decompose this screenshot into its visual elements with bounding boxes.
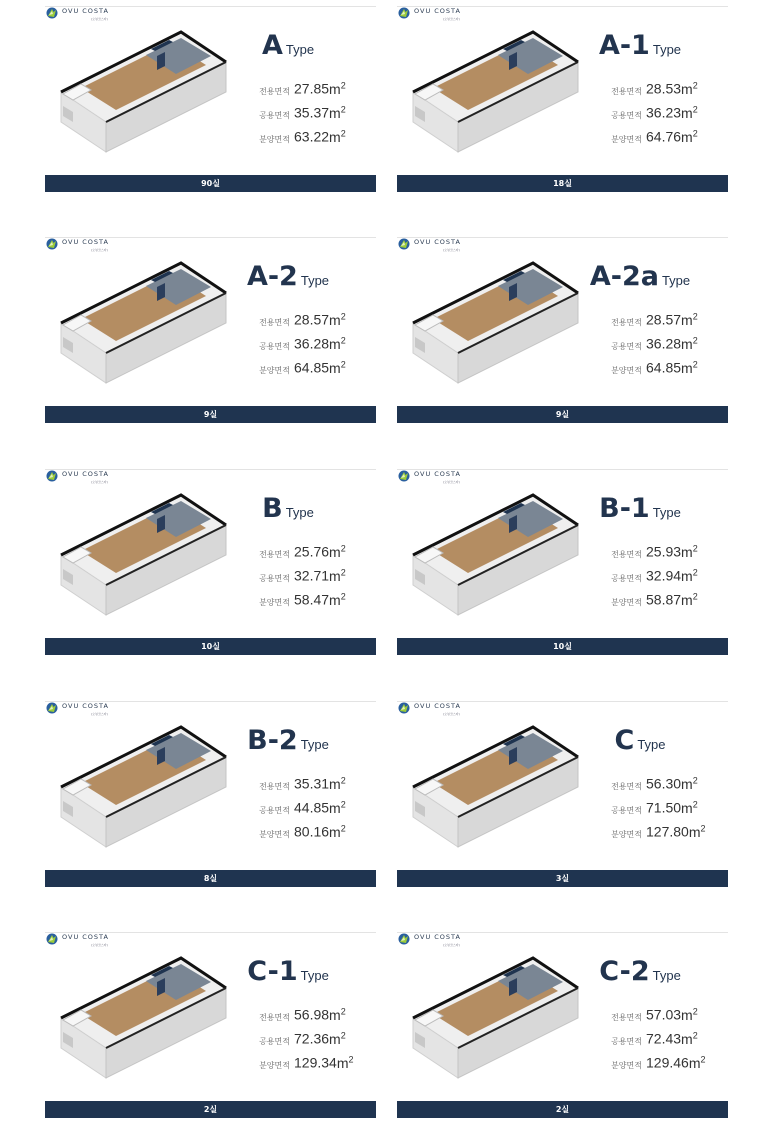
area-unit: $m^2$ (336, 1054, 354, 1071)
unit-type-card (45, 231, 376, 451)
area-unit: $m^2$ (681, 128, 698, 145)
unit-type-title (223, 30, 353, 61)
type-name: B-1 (599, 493, 650, 524)
brand-logo (398, 235, 468, 255)
exclusive-area-row (602, 80, 727, 100)
logo-subtext: (오뷰코스타) (443, 480, 460, 484)
brand-logo (398, 4, 468, 24)
unit-type-card (397, 463, 728, 683)
area-unit: $m^2$ (329, 1030, 346, 1047)
unit-count-bar: 18실 (397, 175, 728, 192)
type-suffix: Type (652, 968, 681, 983)
type-suffix: Type (285, 505, 314, 520)
logo-text: OVU COSTA (414, 238, 461, 246)
common-area-row (250, 335, 375, 355)
sale-area-row (250, 1054, 375, 1074)
type-suffix: Type (300, 273, 330, 288)
exclusive-area-row (602, 311, 727, 331)
isometric-floor-plan-image (403, 253, 583, 388)
common-area-label: 공용면적 (259, 111, 290, 120)
logo-icon (46, 470, 58, 482)
exclusive-area-value (646, 543, 698, 560)
sale-area-number: 58.87 (646, 591, 682, 608)
logo-text: OVU COSTA (414, 933, 461, 941)
sale-area-row (602, 128, 727, 148)
unit-type-title (575, 30, 705, 61)
sale-area-value (294, 823, 346, 840)
brand-logo (398, 467, 468, 487)
area-unit: $m^2$ (329, 543, 346, 560)
area-unit: $m^2$ (681, 567, 698, 584)
common-area-number: 72.43 (646, 1030, 682, 1047)
common-area-value (646, 1030, 698, 1047)
unit-type-card (397, 0, 728, 220)
exclusive-area-number: 28.57 (294, 311, 330, 328)
type-name: B (262, 493, 283, 524)
sale-area-label: 분양면적 (259, 366, 290, 375)
area-unit: $m^2$ (681, 775, 698, 792)
exclusive-area-value (646, 80, 698, 97)
type-suffix: Type (300, 968, 329, 983)
exclusive-area-number: 56.30 (646, 775, 682, 792)
exclusive-area-label: 전용면적 (611, 782, 642, 791)
common-area-label: 공용면적 (259, 342, 290, 351)
exclusive-area-value (646, 1006, 698, 1023)
type-name: A-2a (589, 261, 659, 292)
unit-type-card (397, 695, 728, 915)
sale-area-label: 분양면적 (611, 598, 642, 607)
unit-count-bar: 2실 (45, 1101, 376, 1118)
isometric-floor-plan-image (51, 717, 231, 852)
sale-area-row (602, 591, 727, 611)
area-unit: $m^2$ (329, 335, 346, 352)
sale-area-label: 분양면적 (611, 135, 642, 144)
common-area-number: 36.28 (646, 335, 682, 352)
unit-type-card (45, 695, 376, 915)
sale-area-row (250, 823, 375, 843)
brand-logo (46, 235, 116, 255)
exclusive-area-value (646, 311, 698, 328)
isometric-floor-plan-image (51, 485, 231, 620)
isometric-floor-plan-image (51, 948, 231, 1083)
exclusive-area-label: 전용면적 (259, 87, 290, 96)
sale-area-number: 63.22 (294, 128, 330, 145)
sale-area-number: 129.46 (646, 1054, 689, 1071)
type-suffix: Type (285, 42, 315, 57)
exclusive-area-value (646, 775, 698, 792)
common-area-label: 공용면적 (611, 806, 642, 815)
sale-area-row (602, 823, 727, 843)
unit-type-card (45, 0, 376, 220)
type-name: A-1 (598, 30, 650, 61)
area-unit: $m^2$ (329, 591, 346, 608)
logo-subtext: (오뷰코스타) (91, 480, 108, 484)
exclusive-area-label: 전용면적 (611, 1013, 642, 1022)
common-area-number: 44.85 (294, 799, 330, 816)
logo-subtext: (오뷰코스타) (443, 17, 460, 21)
sale-area-label: 분양면적 (259, 1061, 290, 1070)
logo-icon (398, 7, 410, 19)
type-suffix: Type (652, 42, 682, 57)
logo-icon (398, 470, 410, 482)
area-unit: $m^2$ (688, 823, 706, 840)
common-area-number: 72.36 (294, 1030, 330, 1047)
unit-type-title (223, 725, 353, 756)
brand-logo (46, 467, 116, 487)
logo-text: OVU COSTA (62, 7, 109, 15)
type-suffix: Type (300, 737, 329, 752)
type-name: A (261, 30, 283, 61)
brand-logo (46, 4, 116, 24)
logo-icon (398, 702, 410, 714)
logo-subtext: (오뷰코스타) (443, 248, 460, 252)
exclusive-area-value (294, 311, 346, 328)
sale-area-number: 64.85 (646, 359, 682, 376)
isometric-floor-plan-image (403, 948, 583, 1083)
sale-area-value (294, 591, 346, 608)
exclusive-area-row (602, 1006, 727, 1026)
sale-area-value (294, 1054, 354, 1071)
exclusive-area-value (294, 1006, 346, 1023)
area-unit: $m^2$ (329, 104, 346, 121)
exclusive-area-row (250, 543, 375, 563)
sale-area-value (646, 1054, 706, 1071)
logo-text: OVU COSTA (62, 470, 109, 478)
unit-count-bar: 9실 (45, 406, 376, 423)
area-unit: $m^2$ (681, 1006, 698, 1023)
logo-icon (46, 238, 58, 250)
sale-area-number: 127.80 (646, 823, 689, 840)
exclusive-area-label: 전용면적 (259, 1013, 290, 1022)
unit-type-title (575, 725, 705, 756)
area-unit: $m^2$ (681, 311, 698, 328)
common-area-value (294, 799, 346, 816)
common-area-row (602, 1030, 727, 1050)
exclusive-area-number: 28.57 (646, 311, 682, 328)
isometric-floor-plan-image (51, 22, 231, 157)
logo-subtext: (오뷰코스타) (443, 943, 460, 947)
common-area-row (602, 104, 727, 124)
sale-area-label: 분양면적 (259, 135, 290, 144)
logo-text: OVU COSTA (414, 702, 461, 710)
brand-logo (46, 930, 116, 950)
area-unit: $m^2$ (681, 104, 698, 121)
common-area-value (294, 567, 346, 584)
area-unit: $m^2$ (681, 543, 698, 560)
area-unit: $m^2$ (681, 80, 698, 97)
area-unit: $m^2$ (681, 799, 698, 816)
logo-text: OVU COSTA (414, 470, 461, 478)
isometric-floor-plan-image (403, 22, 583, 157)
common-area-row (250, 104, 375, 124)
unit-type-title (575, 493, 705, 524)
unit-count-bar: 9실 (397, 406, 728, 423)
logo-icon (398, 238, 410, 250)
sale-area-value (294, 128, 346, 145)
unit-count-bar: 8실 (45, 870, 376, 887)
sale-area-value (646, 359, 698, 376)
common-area-label: 공용면적 (259, 574, 290, 583)
exclusive-area-row (602, 775, 727, 795)
exclusive-area-label: 전용면적 (611, 318, 642, 327)
sale-area-label: 분양면적 (259, 830, 290, 839)
common-area-number: 32.94 (646, 567, 682, 584)
sale-area-value (646, 128, 698, 145)
area-unit: $m^2$ (329, 128, 346, 145)
exclusive-area-number: 25.93 (646, 543, 682, 560)
sale-area-row (602, 1054, 727, 1074)
type-suffix: Type (637, 737, 666, 752)
area-unit: $m^2$ (681, 591, 698, 608)
logo-icon (398, 933, 410, 945)
unit-count-bar: 2실 (397, 1101, 728, 1118)
common-area-number: 36.23 (646, 104, 682, 121)
type-suffix: Type (661, 273, 691, 288)
type-name: C-2 (599, 956, 650, 987)
exclusive-area-number: 56.98 (294, 1006, 330, 1023)
exclusive-area-value (294, 775, 346, 792)
common-area-number: 35.37 (294, 104, 330, 121)
common-area-label: 공용면적 (611, 574, 642, 583)
area-unit: $m^2$ (329, 775, 346, 792)
exclusive-area-label: 전용면적 (259, 318, 290, 327)
area-unit: $m^2$ (329, 799, 346, 816)
sale-area-label: 분양면적 (259, 598, 290, 607)
exclusive-area-number: 35.31 (294, 775, 330, 792)
common-area-label: 공용면적 (611, 342, 642, 351)
exclusive-area-label: 전용면적 (259, 782, 290, 791)
logo-text: OVU COSTA (62, 933, 109, 941)
brand-logo (46, 699, 116, 719)
exclusive-area-row (250, 80, 375, 100)
common-area-row (602, 799, 727, 819)
unit-type-card (45, 926, 376, 1146)
type-suffix: Type (652, 505, 681, 520)
unit-count-bar: 10실 (45, 638, 376, 655)
exclusive-area-value (294, 543, 346, 560)
common-area-value (294, 1030, 346, 1047)
brand-logo (398, 699, 468, 719)
area-unit: $m^2$ (329, 823, 346, 840)
sale-area-row (250, 128, 375, 148)
unit-type-card (397, 231, 728, 451)
unit-type-title (223, 956, 353, 987)
unit-count-bar: 90실 (45, 175, 376, 192)
type-name: B-2 (247, 725, 298, 756)
isometric-floor-plan-image (403, 717, 583, 852)
exclusive-area-label: 전용면적 (611, 87, 642, 96)
exclusive-area-row (602, 543, 727, 563)
brand-logo (398, 930, 468, 950)
unit-type-title (223, 493, 353, 524)
logo-subtext: (오뷰코스타) (91, 712, 108, 716)
type-name: A-2 (246, 261, 298, 292)
area-unit: $m^2$ (329, 567, 346, 584)
unit-type-card (45, 463, 376, 683)
sale-area-label: 분양면적 (611, 1061, 642, 1070)
sale-area-value (646, 823, 706, 840)
exclusive-area-row (250, 311, 375, 331)
exclusive-area-value (294, 80, 346, 97)
common-area-value (646, 335, 698, 352)
area-unit: $m^2$ (681, 1030, 698, 1047)
sale-area-number: 58.47 (294, 591, 330, 608)
sale-area-row (250, 591, 375, 611)
area-unit: $m^2$ (329, 359, 346, 376)
sale-area-value (294, 359, 346, 376)
logo-subtext: (오뷰코스타) (443, 712, 460, 716)
isometric-floor-plan-image (51, 253, 231, 388)
common-area-row (250, 567, 375, 587)
exclusive-area-number: 25.76 (294, 543, 330, 560)
type-name: C-1 (247, 956, 298, 987)
common-area-row (250, 1030, 375, 1050)
unit-type-title (575, 956, 705, 987)
sale-area-number: 64.85 (294, 359, 330, 376)
common-area-value (646, 799, 698, 816)
exclusive-area-label: 전용면적 (611, 550, 642, 559)
logo-icon (46, 7, 58, 19)
sale-area-label: 분양면적 (611, 830, 642, 839)
exclusive-area-number: 28.53 (646, 80, 682, 97)
common-area-value (294, 104, 346, 121)
logo-icon (46, 933, 58, 945)
sale-area-value (646, 591, 698, 608)
logo-icon (46, 702, 58, 714)
exclusive-area-number: 27.85 (294, 80, 330, 97)
common-area-value (646, 567, 698, 584)
unit-count-bar: 10실 (397, 638, 728, 655)
logo-text: OVU COSTA (62, 238, 109, 246)
isometric-floor-plan-image (403, 485, 583, 620)
logo-subtext: (오뷰코스타) (91, 943, 108, 947)
area-unit: $m^2$ (329, 80, 346, 97)
area-unit: $m^2$ (681, 359, 698, 376)
area-unit: $m^2$ (329, 1006, 346, 1023)
common-area-number: 36.28 (294, 335, 330, 352)
sale-area-number: 80.16 (294, 823, 330, 840)
common-area-row (250, 799, 375, 819)
exclusive-area-number: 57.03 (646, 1006, 682, 1023)
common-area-number: 71.50 (646, 799, 682, 816)
logo-text: OVU COSTA (62, 702, 109, 710)
common-area-value (646, 104, 698, 121)
exclusive-area-row (250, 775, 375, 795)
area-unit: $m^2$ (329, 311, 346, 328)
common-area-label: 공용면적 (611, 111, 642, 120)
common-area-number: 32.71 (294, 567, 330, 584)
area-unit: $m^2$ (688, 1054, 706, 1071)
common-area-value (294, 335, 346, 352)
common-area-label: 공용면적 (259, 806, 290, 815)
sale-area-number: 129.34 (294, 1054, 337, 1071)
area-unit: $m^2$ (681, 335, 698, 352)
unit-count-bar: 3실 (397, 870, 728, 887)
logo-text: OVU COSTA (414, 7, 461, 15)
common-area-label: 공용면적 (611, 1037, 642, 1046)
sale-area-number: 64.76 (646, 128, 682, 145)
logo-subtext: (오뷰코스타) (91, 248, 108, 252)
common-area-row (602, 335, 727, 355)
sale-area-row (250, 359, 375, 379)
type-name: C (614, 725, 635, 756)
logo-subtext: (오뷰코스타) (91, 17, 108, 21)
exclusive-area-row (250, 1006, 375, 1026)
common-area-row (602, 567, 727, 587)
sale-area-row (602, 359, 727, 379)
sale-area-label: 분양면적 (611, 366, 642, 375)
unit-type-title (223, 261, 353, 292)
unit-type-card (397, 926, 728, 1146)
common-area-label: 공용면적 (259, 1037, 290, 1046)
exclusive-area-label: 전용면적 (259, 550, 290, 559)
unit-type-title (575, 261, 705, 292)
